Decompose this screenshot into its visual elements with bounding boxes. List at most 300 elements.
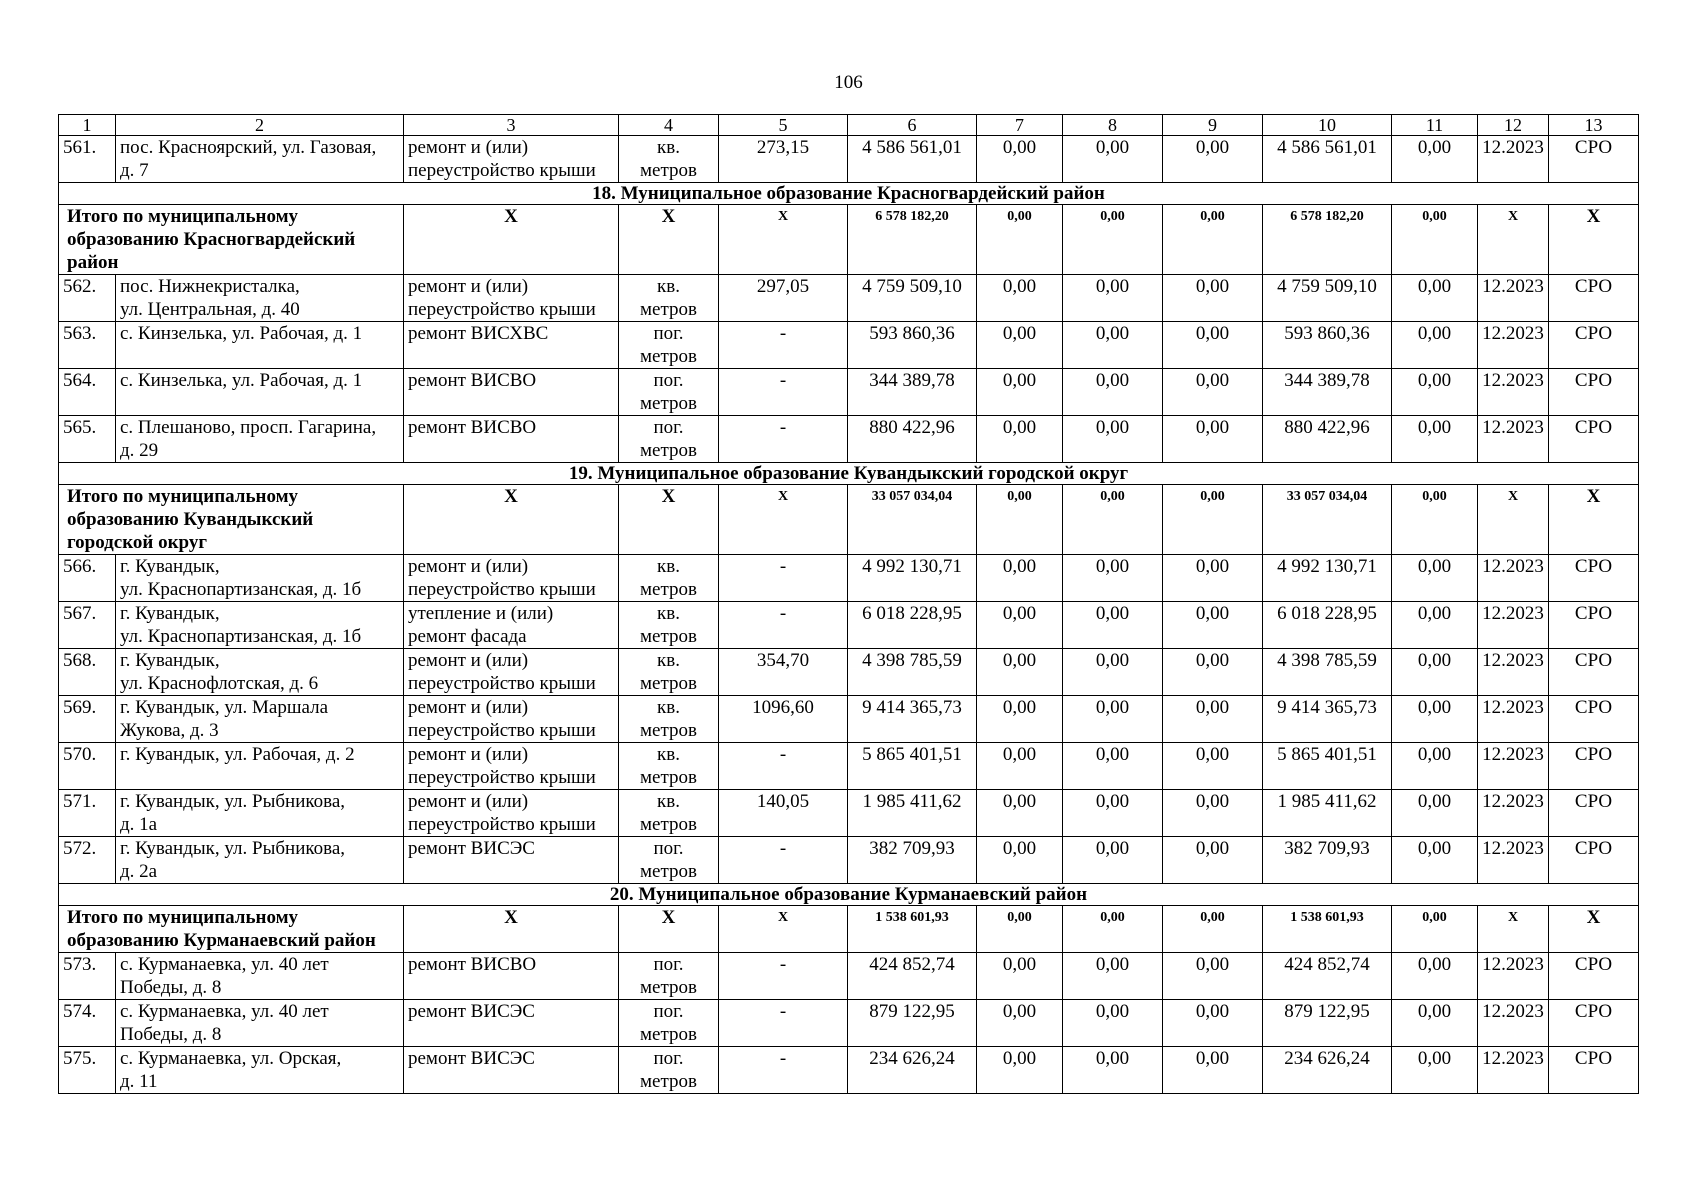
- row-address-line: г. Кувандык, ул. Рыбникова,: [120, 791, 346, 812]
- total-date-x: X: [1478, 485, 1549, 555]
- total-qty-x: X: [719, 205, 848, 275]
- row-c8: 0,00: [1063, 696, 1163, 743]
- row-c9: 0,00: [1163, 790, 1263, 837]
- row-number: 563.: [59, 322, 116, 369]
- row-c7: 0,00: [977, 555, 1063, 602]
- row-address: [116, 602, 404, 649]
- row-unit: [619, 1047, 719, 1094]
- row-work-type-line: ремонт ВИСХВС: [408, 323, 549, 344]
- row-cost: 9 414 365,73: [848, 696, 977, 743]
- row-unit-line: пог.: [653, 1048, 684, 1069]
- row-unit-line: метров: [640, 767, 697, 788]
- row-unit: [619, 555, 719, 602]
- row-contractor: СРО: [1549, 369, 1639, 416]
- total-work-x: X: [404, 205, 619, 275]
- row-number: 561.: [59, 136, 116, 183]
- row-unit-line: кв.: [657, 137, 680, 158]
- total-unit-x: X: [619, 906, 719, 953]
- row-unit: [619, 743, 719, 790]
- row-c8: 0,00: [1063, 275, 1163, 322]
- row-c11: 0,00: [1392, 1000, 1478, 1047]
- row-completion-date: 12.2023: [1478, 1000, 1549, 1047]
- row-cost: 5 865 401,51: [848, 743, 977, 790]
- column-header: 5: [719, 115, 848, 136]
- row-unit-line: пог.: [653, 838, 684, 859]
- row-c10: 234 626,24: [1263, 1047, 1392, 1094]
- row-c7: 0,00: [977, 953, 1063, 1000]
- row-address-line: Жукова, д. 3: [120, 720, 219, 741]
- row-completion-date: 12.2023: [1478, 136, 1549, 183]
- row-contractor: СРО: [1549, 275, 1639, 322]
- row-quantity: -: [719, 743, 848, 790]
- row-address-line: г. Кувандык,: [120, 603, 220, 624]
- row-work-type-line: ремонт ВИСВО: [408, 954, 537, 975]
- table-row: [59, 555, 1639, 602]
- row-contractor: СРО: [1549, 696, 1639, 743]
- row-c8: 0,00: [1063, 743, 1163, 790]
- total-label-line: образованию Курманаевский район: [67, 930, 376, 951]
- row-work-type-line: ремонт фасада: [408, 626, 527, 647]
- row-completion-date: 12.2023: [1478, 790, 1549, 837]
- row-c7: 0,00: [977, 743, 1063, 790]
- row-c11: 0,00: [1392, 322, 1478, 369]
- row-work-type-line: ремонт и (или): [408, 276, 529, 297]
- row-c7: 0,00: [977, 790, 1063, 837]
- row-cost: 1 985 411,62: [848, 790, 977, 837]
- row-work-type-line: ремонт ВИСЭС: [408, 1048, 535, 1069]
- total-label-line: городской округ: [67, 532, 208, 553]
- table-row: [59, 322, 1639, 369]
- row-c8: 0,00: [1063, 953, 1163, 1000]
- column-number-header: [59, 115, 1639, 136]
- row-contractor: СРО: [1549, 1047, 1639, 1094]
- row-address-line: д. 2а: [120, 861, 158, 882]
- row-c10: 879 122,95: [1263, 1000, 1392, 1047]
- row-c9: 0,00: [1163, 953, 1263, 1000]
- row-unit-line: пог.: [653, 1001, 684, 1022]
- row-number: 569.: [59, 696, 116, 743]
- row-completion-date: 12.2023: [1478, 743, 1549, 790]
- table-row: [59, 743, 1639, 790]
- row-address-line: г. Кувандык, ул. Рыбникова,: [120, 838, 346, 859]
- row-address-line: пос. Нижнекристалка,: [120, 276, 300, 297]
- row-address: [116, 837, 404, 884]
- row-c11: 0,00: [1392, 602, 1478, 649]
- row-work-type-line: ремонт и (или): [408, 791, 529, 812]
- row-unit-line: кв.: [657, 697, 680, 718]
- row-quantity: -: [719, 1000, 848, 1047]
- table-row: [59, 1000, 1639, 1047]
- total-c10: 6 578 182,20: [1263, 205, 1392, 275]
- column-header: 8: [1063, 115, 1163, 136]
- section-header-row: [59, 183, 1639, 205]
- row-c11: 0,00: [1392, 743, 1478, 790]
- row-completion-date: 12.2023: [1478, 555, 1549, 602]
- row-number: 570.: [59, 743, 116, 790]
- row-work-type-line: переустройство крыши: [408, 160, 596, 181]
- row-c10: 424 852,74: [1263, 953, 1392, 1000]
- column-header: 10: [1263, 115, 1392, 136]
- row-c11: 0,00: [1392, 136, 1478, 183]
- row-contractor: СРО: [1549, 416, 1639, 463]
- row-c8: 0,00: [1063, 322, 1163, 369]
- total-label: [59, 906, 404, 953]
- row-address-line: Победы, д. 8: [120, 1024, 222, 1045]
- total-c9: 0,00: [1163, 205, 1263, 275]
- row-address-line: ул. Центральная, д. 40: [120, 299, 300, 320]
- row-c11: 0,00: [1392, 555, 1478, 602]
- row-c9: 0,00: [1163, 649, 1263, 696]
- total-label: [59, 485, 404, 555]
- row-unit-line: кв.: [657, 744, 680, 765]
- row-unit-line: пог.: [653, 323, 684, 344]
- row-c11: 0,00: [1392, 837, 1478, 884]
- row-unit-line: пог.: [653, 417, 684, 438]
- row-contractor: СРО: [1549, 837, 1639, 884]
- total-c8: 0,00: [1063, 485, 1163, 555]
- row-work-type-line: переустройство крыши: [408, 299, 596, 320]
- row-number: 575.: [59, 1047, 116, 1094]
- row-address-line: с. Курманаевка, ул. 40 лет: [120, 1001, 329, 1022]
- row-c7: 0,00: [977, 602, 1063, 649]
- row-c9: 0,00: [1163, 696, 1263, 743]
- row-completion-date: 12.2023: [1478, 837, 1549, 884]
- row-c7: 0,00: [977, 1047, 1063, 1094]
- row-unit: [619, 696, 719, 743]
- total-work-x: X: [404, 906, 619, 953]
- total-work-x: X: [404, 485, 619, 555]
- row-c8: 0,00: [1063, 837, 1163, 884]
- total-qty-x: X: [719, 906, 848, 953]
- table-row: [59, 369, 1639, 416]
- row-address: [116, 649, 404, 696]
- row-number: 565.: [59, 416, 116, 463]
- row-quantity: 140,05: [719, 790, 848, 837]
- table-row: [59, 649, 1639, 696]
- total-date-x: X: [1478, 906, 1549, 953]
- row-work-type: [404, 275, 619, 322]
- table-row: [59, 136, 1639, 183]
- row-c11: 0,00: [1392, 953, 1478, 1000]
- row-contractor: СРО: [1549, 1000, 1639, 1047]
- row-address: [116, 1047, 404, 1094]
- row-address-line: с. Кинзелька, ул. Рабочая, д. 1: [120, 323, 363, 344]
- row-unit-line: пог.: [653, 370, 684, 391]
- row-contractor: СРО: [1549, 743, 1639, 790]
- row-work-type: [404, 696, 619, 743]
- row-completion-date: 12.2023: [1478, 602, 1549, 649]
- total-c10: 1 538 601,93: [1263, 906, 1392, 953]
- table-row: [59, 275, 1639, 322]
- row-number: 562.: [59, 275, 116, 322]
- row-completion-date: 12.2023: [1478, 649, 1549, 696]
- row-c8: 0,00: [1063, 369, 1163, 416]
- row-address: [116, 696, 404, 743]
- row-cost: 593 860,36: [848, 322, 977, 369]
- row-c7: 0,00: [977, 416, 1063, 463]
- row-work-type-line: ремонт ВИСЭС: [408, 838, 535, 859]
- row-unit-line: метров: [640, 160, 697, 181]
- row-unit-line: кв.: [657, 650, 680, 671]
- table-body: [59, 115, 1639, 1094]
- row-c10: 4 586 561,01: [1263, 136, 1392, 183]
- row-work-type: [404, 837, 619, 884]
- row-c11: 0,00: [1392, 416, 1478, 463]
- row-c9: 0,00: [1163, 602, 1263, 649]
- row-work-type-line: ремонт и (или): [408, 556, 529, 577]
- row-unit-line: метров: [640, 579, 697, 600]
- municipality-total-row: [59, 485, 1639, 555]
- row-address-line: с. Плешаново, просп. Гагарина,: [120, 417, 377, 438]
- section-title: 18. Муниципальное образование Красногвардейский район: [59, 183, 1639, 205]
- row-completion-date: 12.2023: [1478, 322, 1549, 369]
- row-c9: 0,00: [1163, 275, 1263, 322]
- row-cost: 4 759 509,10: [848, 275, 977, 322]
- row-work-type-line: переустройство крыши: [408, 720, 596, 741]
- row-c9: 0,00: [1163, 416, 1263, 463]
- column-header: 6: [848, 115, 977, 136]
- row-address-line: д. 11: [120, 1071, 158, 1092]
- row-quantity: -: [719, 602, 848, 649]
- total-c13-x: X: [1549, 205, 1639, 275]
- column-header: 2: [116, 115, 404, 136]
- row-address: [116, 275, 404, 322]
- row-unit: [619, 275, 719, 322]
- row-cost: 344 389,78: [848, 369, 977, 416]
- row-address: [116, 369, 404, 416]
- row-completion-date: 12.2023: [1478, 416, 1549, 463]
- table-row: [59, 696, 1639, 743]
- total-unit-x: X: [619, 485, 719, 555]
- row-unit: [619, 369, 719, 416]
- row-c10: 880 422,96: [1263, 416, 1392, 463]
- row-cost: 879 122,95: [848, 1000, 977, 1047]
- row-c8: 0,00: [1063, 790, 1163, 837]
- row-number: 571.: [59, 790, 116, 837]
- row-cost: 4 992 130,71: [848, 555, 977, 602]
- row-c10: 382 709,93: [1263, 837, 1392, 884]
- row-address: [116, 322, 404, 369]
- row-cost: 6 018 228,95: [848, 602, 977, 649]
- row-work-type: [404, 1000, 619, 1047]
- row-c11: 0,00: [1392, 369, 1478, 416]
- row-number: 567.: [59, 602, 116, 649]
- total-cost: 33 057 034,04: [848, 485, 977, 555]
- row-address: [116, 416, 404, 463]
- row-unit: [619, 790, 719, 837]
- column-header: 1: [59, 115, 116, 136]
- row-c10: 1 985 411,62: [1263, 790, 1392, 837]
- row-unit: [619, 837, 719, 884]
- row-work-type-line: ремонт ВИСВО: [408, 370, 537, 391]
- row-unit-line: метров: [640, 814, 697, 835]
- row-cost: 234 626,24: [848, 1047, 977, 1094]
- row-c7: 0,00: [977, 1000, 1063, 1047]
- table-row: [59, 953, 1639, 1000]
- row-c7: 0,00: [977, 136, 1063, 183]
- table-row: [59, 416, 1639, 463]
- row-unit-line: метров: [640, 393, 697, 414]
- row-c7: 0,00: [977, 837, 1063, 884]
- row-quantity: -: [719, 953, 848, 1000]
- row-number: 574.: [59, 1000, 116, 1047]
- row-unit-line: кв.: [657, 556, 680, 577]
- row-address: [116, 555, 404, 602]
- row-c7: 0,00: [977, 322, 1063, 369]
- row-work-type-line: ремонт и (или): [408, 137, 529, 158]
- row-cost: 4 586 561,01: [848, 136, 977, 183]
- total-label-line: район: [67, 252, 119, 273]
- row-work-type: [404, 1047, 619, 1094]
- row-contractor: СРО: [1549, 953, 1639, 1000]
- row-c9: 0,00: [1163, 1000, 1263, 1047]
- total-cost: 6 578 182,20: [848, 205, 977, 275]
- row-unit-line: метров: [640, 1071, 697, 1092]
- column-header: 9: [1163, 115, 1263, 136]
- row-unit: [619, 136, 719, 183]
- row-address-line: д. 1а: [120, 814, 158, 835]
- row-unit-line: метров: [640, 346, 697, 367]
- row-address-line: ул. Краснопартизанская, д. 1б: [120, 579, 362, 600]
- row-cost: 880 422,96: [848, 416, 977, 463]
- row-c10: 6 018 228,95: [1263, 602, 1392, 649]
- row-unit-line: метров: [640, 626, 697, 647]
- row-unit-line: метров: [640, 861, 697, 882]
- row-c8: 0,00: [1063, 649, 1163, 696]
- row-c8: 0,00: [1063, 416, 1163, 463]
- row-quantity: 354,70: [719, 649, 848, 696]
- row-c10: 9 414 365,73: [1263, 696, 1392, 743]
- row-c8: 0,00: [1063, 1000, 1163, 1047]
- row-address: [116, 136, 404, 183]
- total-date-x: X: [1478, 205, 1549, 275]
- row-work-type: [404, 953, 619, 1000]
- row-work-type-line: утепление и (или): [408, 603, 554, 624]
- row-c10: 4 759 509,10: [1263, 275, 1392, 322]
- repair-program-table: [58, 114, 1639, 1094]
- row-c7: 0,00: [977, 696, 1063, 743]
- row-address-line: Победы, д. 8: [120, 977, 222, 998]
- municipality-total-row: [59, 906, 1639, 953]
- total-label-line: образованию Красногвардейский: [67, 229, 356, 250]
- section-header-row: [59, 884, 1639, 906]
- row-number: 568.: [59, 649, 116, 696]
- row-number: 573.: [59, 953, 116, 1000]
- total-c7: 0,00: [977, 485, 1063, 555]
- row-work-type-line: ремонт и (или): [408, 650, 529, 671]
- row-unit: [619, 322, 719, 369]
- page-number: 106: [834, 72, 863, 93]
- row-work-type: [404, 649, 619, 696]
- row-number: 564.: [59, 369, 116, 416]
- row-c10: 593 860,36: [1263, 322, 1392, 369]
- row-quantity: 273,15: [719, 136, 848, 183]
- row-c9: 0,00: [1163, 1047, 1263, 1094]
- row-work-type-line: ремонт и (или): [408, 697, 529, 718]
- row-unit-line: кв.: [657, 276, 680, 297]
- row-c11: 0,00: [1392, 275, 1478, 322]
- row-c10: 4 398 785,59: [1263, 649, 1392, 696]
- row-unit: [619, 1000, 719, 1047]
- total-c11: 0,00: [1392, 485, 1478, 555]
- row-address: [116, 743, 404, 790]
- row-unit-line: метров: [640, 977, 697, 998]
- row-contractor: СРО: [1549, 649, 1639, 696]
- row-contractor: СРО: [1549, 322, 1639, 369]
- row-unit-line: метров: [640, 1024, 697, 1045]
- row-unit-line: метров: [640, 720, 697, 741]
- row-address-line: г. Кувандык, ул. Маршала: [120, 697, 328, 718]
- row-c7: 0,00: [977, 649, 1063, 696]
- section-header-row: [59, 463, 1639, 485]
- total-qty-x: X: [719, 485, 848, 555]
- total-label-line: Итого по муниципальному: [67, 206, 299, 227]
- row-address-line: с. Курманаевка, ул. 40 лет: [120, 954, 329, 975]
- row-unit: [619, 602, 719, 649]
- row-completion-date: 12.2023: [1478, 369, 1549, 416]
- table-row: [59, 602, 1639, 649]
- total-c8: 0,00: [1063, 906, 1163, 953]
- row-number: 566.: [59, 555, 116, 602]
- row-c7: 0,00: [977, 275, 1063, 322]
- total-c7: 0,00: [977, 906, 1063, 953]
- row-completion-date: 12.2023: [1478, 1047, 1549, 1094]
- row-work-type: [404, 555, 619, 602]
- row-address-line: г. Кувандык,: [120, 556, 220, 577]
- row-quantity: -: [719, 555, 848, 602]
- row-work-type: [404, 369, 619, 416]
- row-unit-line: метров: [640, 440, 697, 461]
- row-quantity: -: [719, 837, 848, 884]
- section-title: 20. Муниципальное образование Курманаевский район: [59, 884, 1639, 906]
- row-address-line: с. Кинзелька, ул. Рабочая, д. 1: [120, 370, 363, 391]
- row-c11: 0,00: [1392, 696, 1478, 743]
- column-header: 11: [1392, 115, 1478, 136]
- row-c8: 0,00: [1063, 602, 1163, 649]
- row-c8: 0,00: [1063, 555, 1163, 602]
- row-c10: 5 865 401,51: [1263, 743, 1392, 790]
- row-address: [116, 1000, 404, 1047]
- total-cost: 1 538 601,93: [848, 906, 977, 953]
- total-c8: 0,00: [1063, 205, 1163, 275]
- section-title: 19. Муниципальное образование Кувандыкский городской округ: [59, 463, 1639, 485]
- row-address-line: д. 29: [120, 440, 159, 461]
- row-quantity: -: [719, 416, 848, 463]
- row-unit: [619, 953, 719, 1000]
- row-address: [116, 953, 404, 1000]
- row-completion-date: 12.2023: [1478, 953, 1549, 1000]
- row-unit-line: метров: [640, 673, 697, 694]
- row-contractor: СРО: [1549, 136, 1639, 183]
- row-c10: 344 389,78: [1263, 369, 1392, 416]
- column-header: 12: [1478, 115, 1549, 136]
- table-row: [59, 790, 1639, 837]
- row-c9: 0,00: [1163, 743, 1263, 790]
- row-c11: 0,00: [1392, 790, 1478, 837]
- row-unit-line: кв.: [657, 791, 680, 812]
- total-label: [59, 205, 404, 275]
- row-work-type: [404, 602, 619, 649]
- table-row: [59, 837, 1639, 884]
- row-completion-date: 12.2023: [1478, 275, 1549, 322]
- total-c11: 0,00: [1392, 205, 1478, 275]
- column-header: 7: [977, 115, 1063, 136]
- total-c9: 0,00: [1163, 906, 1263, 953]
- row-address: [116, 790, 404, 837]
- total-c13-x: X: [1549, 485, 1639, 555]
- total-label-line: образованию Кувандыкский: [67, 509, 314, 530]
- row-work-type: [404, 416, 619, 463]
